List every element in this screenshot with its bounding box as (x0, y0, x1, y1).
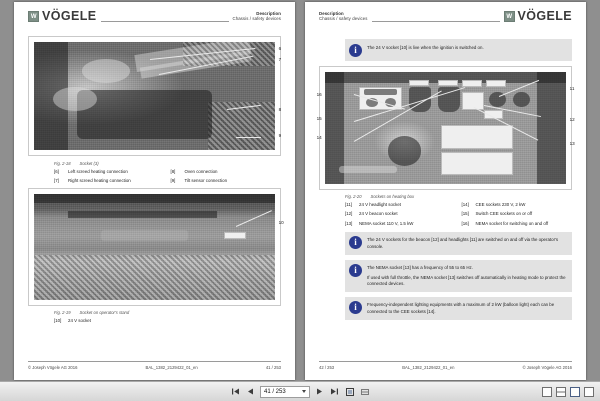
photo-checker-floor (34, 255, 275, 300)
legend-key: [9] (170, 177, 176, 183)
legend-key: [6] (54, 168, 59, 174)
photo-operator-stand (34, 194, 275, 300)
note-body (367, 43, 484, 51)
photo-hose-bundle (77, 90, 212, 140)
note-body (367, 236, 566, 251)
legend-value: Switch CEE sockets on or off (475, 211, 533, 217)
footer-doc-id: BAL_1382_2129422_01_en (402, 365, 455, 370)
legend-value: 24 V headlight socket (359, 202, 401, 207)
photo-right-shadow (537, 72, 566, 184)
info-icon: i (349, 264, 362, 277)
figure-caption-text: Socket on operator's stand (79, 310, 130, 316)
fit-width-button[interactable] (359, 385, 370, 398)
legend-item-7 (54, 178, 165, 184)
note-paragraph: If used with full throttle, the NEMA socket [13] switches off automatically in heating mode to protect the connected devices. (367, 274, 566, 287)
info-icon: i (349, 301, 362, 314)
legend-value: Tilt sensor connection (184, 177, 228, 183)
photo-label-a (409, 80, 428, 86)
photo-fuel-cap (388, 136, 422, 165)
footer-page-number: 42 / 253 (319, 365, 335, 370)
footer-copyright: © Joseph Vögele AG 2016 (522, 365, 572, 370)
legend-key: [14] (461, 202, 469, 207)
legend-item-13 (345, 221, 456, 227)
view-mode-single-page-continuous[interactable] (556, 387, 566, 397)
page-header-left (28, 11, 281, 33)
legend-item-16 (462, 221, 573, 227)
figure-block-socket-3 (28, 36, 281, 156)
last-page-button[interactable] (329, 385, 340, 398)
legend-item-6 (54, 169, 165, 175)
next-page-button[interactable] (314, 385, 325, 398)
photo-label-b (438, 80, 457, 86)
fit-page-button[interactable] (344, 385, 355, 398)
legend-key: [12] (345, 211, 353, 217)
footer-rule (319, 361, 572, 362)
callout-number-16: 16 (316, 91, 322, 97)
note-body (367, 301, 566, 316)
vogele-logo (28, 11, 97, 22)
legend-item-11 (345, 202, 456, 208)
vogele-logo-mark-glyph: W (30, 13, 37, 20)
legend-value: CEE sockets 230 V, 2 kW (475, 202, 526, 207)
vogele-logo-mark-icon (504, 11, 515, 22)
legend-item-9 (171, 178, 282, 184)
previous-page-button[interactable] (245, 385, 256, 398)
legend-value: NEMA socket for switching on and off (475, 220, 549, 226)
photo-switch-row (364, 89, 398, 95)
legend-value: 24 V beacon socket (359, 211, 398, 217)
legend-row (345, 211, 572, 217)
photo-warning-sticker (441, 125, 513, 149)
header-title-line2: Chassis / safety devices (319, 16, 368, 22)
photo-connector-block (208, 102, 275, 150)
vogele-logo-mark-icon (28, 11, 39, 22)
photo-heating-box (325, 72, 566, 184)
photo-socket-11 (513, 92, 530, 108)
legend-item-14 (462, 202, 573, 208)
notes-group (319, 232, 572, 320)
header-rule (101, 11, 229, 22)
legend-value: Left screed heating connection (68, 168, 128, 174)
legend-row (345, 221, 572, 227)
legend-value: 24 V socket (68, 318, 91, 324)
footer-copyright: © Joseph Vögele AG 2016 (28, 365, 78, 370)
figure-caption-socket-3 (28, 158, 281, 169)
page-number-input[interactable] (260, 386, 310, 398)
legend-row (54, 178, 281, 184)
figure-block-operator-stand (28, 188, 284, 306)
toolbar-navigation-group (230, 385, 370, 398)
legend-heating-box (319, 202, 572, 227)
legend-item-10 (54, 318, 168, 324)
header-title-block (233, 11, 282, 23)
vogele-logo (504, 11, 573, 22)
figure-caption-number: Fig. 2-18 (54, 160, 71, 166)
view-mode-two-page[interactable] (570, 387, 580, 397)
note-sockets-console (345, 232, 572, 255)
legend-item-8 (171, 169, 282, 175)
photo-prohibition-sticker (441, 152, 513, 174)
header-title-line1: Description (256, 11, 281, 16)
legend-key: [13] (345, 220, 353, 226)
legend-key: [11] (345, 202, 352, 207)
info-icon: i (349, 236, 362, 249)
page-left[interactable] (14, 2, 295, 380)
figure-block-heating-box (316, 66, 575, 190)
info-icon: i (349, 44, 362, 57)
footer-row (28, 365, 281, 370)
legend-row (54, 169, 281, 175)
page-header-right (319, 11, 572, 33)
header-title-line1: Description (319, 11, 344, 16)
photo-dark-rail (68, 211, 217, 218)
callout-number-13: 13 (569, 140, 575, 146)
legend-value: Oven connection (184, 168, 218, 174)
legend-item-15 (462, 211, 573, 217)
figure-caption-number: Fig. 2-20 (345, 194, 362, 199)
legend-key: [15] (461, 211, 469, 217)
legend-item-12 (345, 211, 456, 217)
callout-leader-9 (236, 137, 260, 138)
callout-number-15: 15 (316, 115, 322, 121)
legend-key: [10] (54, 318, 62, 324)
callout-number-12: 12 (569, 116, 575, 122)
page-footer-left (28, 361, 281, 370)
footer-rule (28, 361, 281, 362)
figure-caption-text: Sockets on heating box (370, 194, 415, 199)
photo-socket-marker (224, 232, 246, 239)
photo-label-c (462, 80, 481, 87)
figure-caption-heating-box (319, 192, 572, 203)
legend-row (54, 318, 281, 324)
chevron-down-icon[interactable] (302, 390, 306, 393)
photo-cylinder (339, 166, 397, 174)
callout-number-6: 6 (278, 46, 282, 51)
legend-socket-3 (28, 169, 281, 184)
note-paragraph: Frequency-independent lighting equipments with a maximum of 2 kW (balloon light) each can be connected to the CEE sockets [14]. (367, 302, 555, 314)
note-ignition (345, 39, 572, 61)
note-nema-frequency (345, 260, 572, 292)
page-footer-right (319, 361, 572, 370)
footer-row (319, 365, 572, 370)
callout-number-10: 10 (278, 219, 284, 225)
footer-page-number: 41 / 253 (265, 365, 281, 370)
legend-value: NEMA socket 110 V, 1.5 kW (359, 220, 414, 226)
callout-number-9: 9 (278, 133, 282, 138)
view-mode-two-page-continuous[interactable] (584, 387, 594, 397)
legend-key: [7] (54, 177, 59, 183)
figure-caption-number: Fig. 2-19 (54, 310, 71, 316)
page-number-value: 41 / 253 (264, 388, 286, 395)
photo-glare (101, 230, 188, 241)
legend-operator-stand (28, 318, 281, 324)
note-balloon-light (345, 297, 572, 320)
callout-number-7: 7 (278, 57, 282, 62)
photo-socket-3 (34, 42, 275, 150)
note-body (367, 264, 566, 288)
legend-row (345, 202, 572, 208)
photo-cap-lower (53, 87, 96, 111)
callout-number-14: 14 (316, 134, 322, 140)
note-paragraph: The 24 V socket [10] is live when the ignition is switched on. (367, 44, 484, 50)
photo-label-d (486, 80, 505, 87)
header-title-line2: Chassis / safety devices (232, 16, 281, 22)
vogele-logo-text: VÖGELE (517, 9, 572, 23)
photo-top-shadow (34, 194, 275, 204)
toolbar-view-mode-group (542, 387, 594, 397)
figure-caption-operator-stand (28, 308, 281, 319)
header-title-block (319, 11, 368, 23)
first-page-button[interactable] (230, 385, 241, 398)
view-mode-single-page[interactable] (542, 387, 552, 397)
legend-key: [16] (461, 220, 469, 226)
note-paragraph: The 24 V sockets for the beacon [12] and headlights [11] are switched on and off via the operator's console. (367, 237, 559, 249)
vogele-logo-mark-glyph: W (506, 13, 512, 20)
pdf-toolbar (0, 381, 600, 401)
vogele-logo-text: VÖGELE (42, 9, 97, 23)
page-right[interactable] (305, 2, 586, 380)
figure-caption-text: Socket (3) (79, 160, 99, 166)
callout-number-11: 11 (569, 85, 575, 91)
legend-value: Right screed heating connection (68, 177, 131, 183)
note-paragraph: The NEMA socket [13] has a frequency of 55 to 65 Hz. (367, 265, 473, 271)
footer-doc-id: BAL_1382_2129422_01_en (145, 365, 198, 370)
legend-key: [8] (170, 168, 176, 174)
callout-number-8: 8 (278, 107, 282, 112)
header-rule (372, 11, 500, 22)
